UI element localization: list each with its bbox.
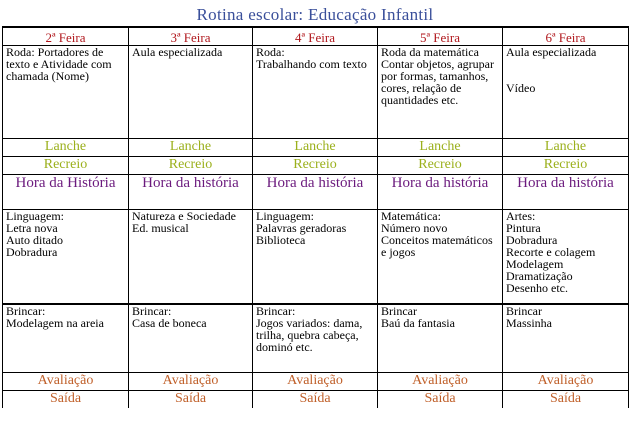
avaliacao-cell: Avaliação [378,373,503,391]
saida-cell: Saída [503,391,629,409]
recreio-row [3,157,629,175]
weekday-header: 2ª Feira [3,27,129,46]
roda-cell: Roda da matemática Contar objetos, agrupar por formas, tamanhos, cores, relação de quantidades etc. [378,46,503,139]
atividade-cell: Linguagem: Palavras geradoras Biblioteca [253,210,378,305]
recreio-cell: Recreio [378,157,503,175]
hora-historia-cell: Hora da história [503,175,629,210]
atividade-cell: Linguagem: Letra nova Auto ditado Dobradura [3,210,129,305]
lanche-cell: Lanche [253,139,378,157]
brincar-cell: Brincar: Modelagem na areia [3,304,129,373]
saida-cell: Saída [378,391,503,409]
lanche-cell: Lanche [3,139,129,157]
avaliacao-row [3,373,629,391]
weekday-header: 5ª Feira [378,27,503,46]
atividade-cell: Natureza e Sociedade Ed. musical [129,210,253,305]
avaliacao-cell: Avaliação [3,373,129,391]
lanche-row [3,139,629,157]
avaliacao-cell: Avaliação [503,373,629,391]
avaliacao-cell: Avaliação [253,373,378,391]
hora-historia-row [3,175,629,210]
weekday-header: 6ª Feira [503,27,629,46]
hora-historia-cell: Hora da história [129,175,253,210]
lanche-cell: Lanche [129,139,253,157]
recreio-cell: Recreio [503,157,629,175]
brincar-cell: Brincar: Jogos variados: dama, trilha, quebra cabeça, dominó etc. [253,304,378,373]
saida-row [3,391,629,409]
roda-cell: Aula especializada Vídeo [503,46,629,139]
brincar-cell: Brincar: Casa de boneca [129,304,253,373]
hora-historia-cell: Hora da História [3,175,129,210]
recreio-cell: Recreio [3,157,129,175]
atividade-cell: Artes: Pintura Dobradura Recorte e colagem Modelagem Dramatização Desenho etc. [503,210,629,305]
saida-cell: Saída [3,391,129,409]
lanche-cell: Lanche [503,139,629,157]
roda-cell: Roda: Trabalhando com texto [253,46,378,139]
saida-cell: Saída [253,391,378,409]
avaliacao-cell: Avaliação [129,373,253,391]
recreio-cell: Recreio [129,157,253,175]
page-title: Rotina escolar: Educação Infantil [196,5,434,24]
weekday-header: 4ª Feira [253,27,378,46]
hora-historia-cell: Hora da história [253,175,378,210]
roda-cell: Roda: Portadores de texto e Atividade com chamada (Nome) [3,46,129,139]
brincar-cell: Brincar Massinha [503,304,629,373]
recreio-cell: Recreio [253,157,378,175]
brincar-cell: Brincar Baú da fantasia [378,304,503,373]
roda-row [3,46,629,139]
roda-cell: Aula especializada [129,46,253,139]
brincar-row [3,304,629,373]
atividade-cell: Matemática: Número novo Conceitos matemáticos e jogos [378,210,503,305]
atividades-row [3,210,629,305]
schedule-table [2,26,629,408]
hora-historia-cell: Hora da história [378,175,503,210]
saida-cell: Saída [129,391,253,409]
weekday-header: 3ª Feira [129,27,253,46]
weekday-header-row [3,27,629,46]
lanche-cell: Lanche [378,139,503,157]
